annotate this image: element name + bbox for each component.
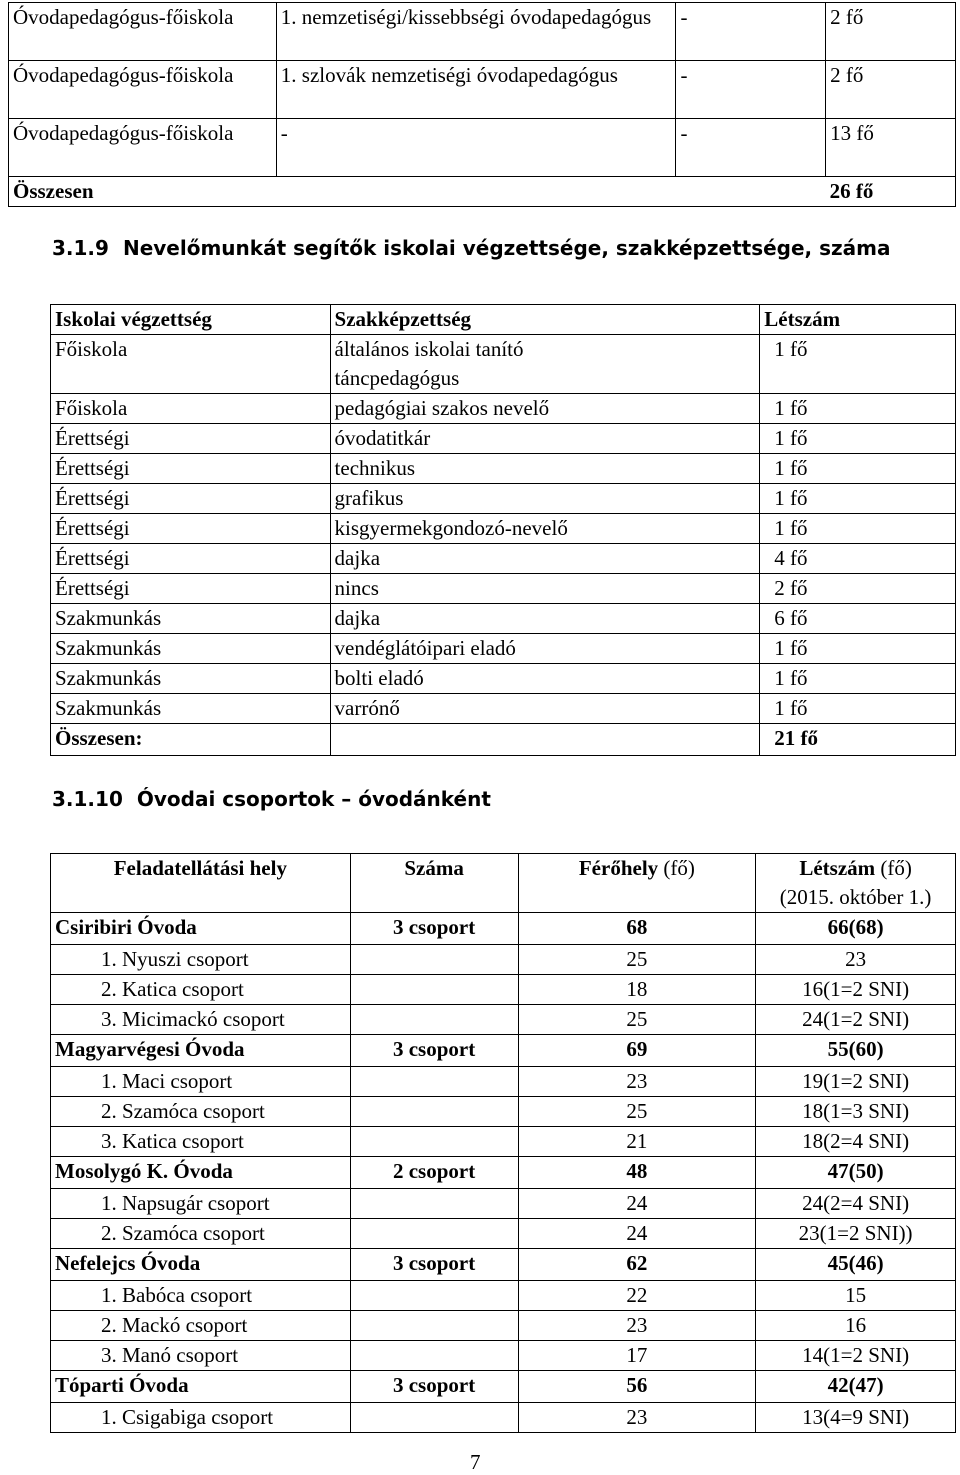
total-value: 26 fő (826, 177, 956, 207)
group-count-empty (350, 1189, 518, 1219)
education-cell: Érettségi (51, 574, 331, 604)
group-count-empty (350, 1005, 518, 1035)
enrolled-cell: 45(46) (756, 1249, 956, 1281)
qualification-cell: bolti eladó (330, 664, 760, 694)
capacity-cell: 17 (518, 1341, 756, 1371)
group-count-empty (350, 1311, 518, 1341)
group-count-empty (350, 1097, 518, 1127)
count-cell: 2 fő (826, 61, 956, 119)
education-cell: Érettségi (51, 454, 331, 484)
section-number: 3.1.10 (52, 787, 123, 811)
staff-table-body (9, 3, 956, 207)
group-name: 1. Babóca csoport (51, 1281, 351, 1311)
enrolled-cell: 23(1=2 SNI)) (756, 1219, 956, 1249)
group-row (51, 1219, 956, 1249)
total-row (51, 724, 956, 756)
group-row (51, 1005, 956, 1035)
kindergarten-name: Csiribiri Óvoda (51, 913, 351, 945)
count-cell: 1 fő (760, 394, 956, 424)
count-cell: 1 fő (760, 335, 956, 394)
group-count-empty (350, 1341, 518, 1371)
capacity-cell: 23 (518, 1067, 756, 1097)
count-header: Létszám (760, 305, 956, 335)
table-row (51, 335, 956, 394)
capacity-cell: 22 (518, 1281, 756, 1311)
count-cell: 2 fő (760, 574, 956, 604)
qualification-cell: kisgyermekgondozó-nevelő (330, 514, 760, 544)
qualification-cell: dajka (330, 544, 760, 574)
group-name: 3. Katica csoport (51, 1127, 351, 1157)
group-row (51, 1403, 956, 1433)
education-cell: Érettségi (51, 544, 331, 574)
capacity-cell: 23 (518, 1311, 756, 1341)
education-cell: Szakmunkás (51, 694, 331, 724)
total-value: 21 fő (760, 724, 956, 756)
staff-table-continued (8, 2, 956, 207)
table-row (51, 424, 956, 454)
section-number: 3.1.9 (52, 236, 109, 260)
group-name: 2. Katica csoport (51, 975, 351, 1005)
qualification-cell: technikus (330, 454, 760, 484)
education-cell: Óvodapedagógus-főiskola (9, 119, 277, 177)
qualification-cell: pedagógiai szakos nevelő (330, 394, 760, 424)
capacity-cell: 48 (518, 1157, 756, 1189)
qualification-cell: vendéglátóipari eladó (330, 634, 760, 664)
capacity-cell: 24 (518, 1189, 756, 1219)
education-header: Iskolai végzettség (51, 305, 331, 335)
enrolled-cell: 24(1=2 SNI) (756, 1005, 956, 1035)
education-cell: Érettségi (51, 484, 331, 514)
enrolled-cell: 18(2=4 SNI) (756, 1127, 956, 1157)
education-cell: Érettségi (51, 424, 331, 454)
enrolled-cell: 23 (756, 945, 956, 975)
count-cell: 1 fő (760, 514, 956, 544)
capacity-cell: 21 (518, 1127, 756, 1157)
qualification-cell: grafikus (330, 484, 760, 514)
count-cell: 1 fő (760, 634, 956, 664)
kindergarten-row (51, 913, 956, 945)
table-row (51, 514, 956, 544)
section-title: Nevelőmunkát segítők iskolai végzettsége, szakképzettsége, száma (122, 236, 891, 260)
group-row (51, 1067, 956, 1097)
table-row (51, 694, 956, 724)
group-count-empty (350, 1403, 518, 1433)
group-count: 3 csoport (350, 1371, 518, 1403)
kindergarten-row (51, 1371, 956, 1403)
group-row (51, 1281, 956, 1311)
qualification-cell: varrónő (330, 694, 760, 724)
kindergarten-name: Tóparti Óvoda (51, 1371, 351, 1403)
kindergarten-name: Mosolygó K. Óvoda (51, 1157, 351, 1189)
group-count-empty (350, 975, 518, 1005)
count-cell: 6 fő (760, 604, 956, 634)
dash-cell: - (676, 3, 826, 61)
group-count-empty (350, 1127, 518, 1157)
count-cell: 1 fő (760, 694, 956, 724)
section-heading-3-1-10 (52, 787, 491, 811)
qualification-cell: általános iskolai tanító táncpedagógus (330, 335, 760, 394)
education-cell: Főiskola (51, 335, 331, 394)
enrolled-cell: 16 (756, 1311, 956, 1341)
empty-cell (330, 724, 760, 756)
capacity-cell: 62 (518, 1249, 756, 1281)
enrolled-cell: 18(1=3 SNI) (756, 1097, 956, 1127)
qualification-cell: nincs (330, 574, 760, 604)
kindergarten-groups-table-body (51, 854, 956, 1433)
place-header: Feladatellátási hely (51, 854, 351, 913)
capacity-header-label: Férőhely (578, 856, 659, 880)
enrolled-cell: 16(1=2 SNI) (756, 975, 956, 1005)
enrolled-header-label: Létszám (799, 856, 876, 880)
group-name: 3. Micimackó csoport (51, 1005, 351, 1035)
education-cell: Óvodapedagógus-főiskola (9, 61, 277, 119)
group-name: 1. Nyuszi csoport (51, 945, 351, 975)
kindergarten-row (51, 1035, 956, 1067)
header-row (51, 305, 956, 335)
enrolled-cell: 24(2=4 SNI) (756, 1189, 956, 1219)
qualification-header: Szakképzettség (330, 305, 760, 335)
count-cell: 4 fő (760, 544, 956, 574)
count-header: Száma (350, 854, 518, 913)
qualification-cell: óvodatitkár (330, 424, 760, 454)
kindergarten-name: Nefelejcs Óvoda (51, 1249, 351, 1281)
kindergarten-name: Magyarvégesi Óvoda (51, 1035, 351, 1067)
capacity-cell: 68 (518, 913, 756, 945)
enrolled-cell: 19(1=2 SNI) (756, 1067, 956, 1097)
enrolled-cell: 13(4=9 SNI) (756, 1403, 956, 1433)
support-staff-table (50, 304, 956, 756)
total-label: Összesen: (51, 724, 331, 756)
qualification-cell: 1. szlovák nemzetiségi óvodapedagógus (276, 61, 676, 119)
table-row (51, 664, 956, 694)
capacity-cell: 25 (518, 1005, 756, 1035)
table-row (9, 61, 956, 119)
kindergarten-row (51, 1157, 956, 1189)
capacity-cell: 25 (518, 945, 756, 975)
dash-cell: - (676, 61, 826, 119)
group-name: 1. Csigabiga csoport (51, 1403, 351, 1433)
count-cell: 1 fő (760, 664, 956, 694)
table-row (9, 119, 956, 177)
enrolled-header-date: (2015. október 1.) (779, 885, 932, 909)
group-count-empty (350, 1067, 518, 1097)
group-name: 3. Manó csoport (51, 1341, 351, 1371)
group-row (51, 975, 956, 1005)
capacity-header (518, 854, 756, 913)
dash-cell: - (676, 119, 826, 177)
enrolled-cell: 14(1=2 SNI) (756, 1341, 956, 1371)
table-row (51, 634, 956, 664)
section-title: Óvodai csoportok – óvodánként (136, 787, 491, 811)
table-row (51, 544, 956, 574)
group-count: 3 csoport (350, 1035, 518, 1067)
group-row (51, 1341, 956, 1371)
education-cell: Érettségi (51, 514, 331, 544)
count-cell: 1 fő (760, 424, 956, 454)
capacity-cell: 56 (518, 1371, 756, 1403)
group-row (51, 1127, 956, 1157)
enrolled-cell: 15 (756, 1281, 956, 1311)
page-number: 7 (470, 1450, 481, 1474)
group-row (51, 1189, 956, 1219)
enrolled-header-unit: (fő) (875, 856, 912, 880)
education-cell: Főiskola (51, 394, 331, 424)
support-staff-table-body (51, 305, 956, 756)
table-row (51, 454, 956, 484)
count-cell: 13 fő (826, 119, 956, 177)
qualification-cell: - (276, 119, 676, 177)
capacity-cell: 18 (518, 975, 756, 1005)
table-row (51, 574, 956, 604)
capacity-cell: 24 (518, 1219, 756, 1249)
qualification-cell: dajka (330, 604, 760, 634)
group-count-empty (350, 1219, 518, 1249)
table-row (51, 604, 956, 634)
enrolled-header (756, 854, 956, 913)
group-name: 1. Maci csoport (51, 1067, 351, 1097)
education-cell: Szakmunkás (51, 664, 331, 694)
enrolled-cell: 42(47) (756, 1371, 956, 1403)
total-row (9, 177, 956, 207)
group-row (51, 945, 956, 975)
kindergarten-groups-table (50, 853, 956, 1433)
kindergarten-row (51, 1249, 956, 1281)
group-name: 1. Napsugár csoport (51, 1189, 351, 1219)
capacity-cell: 25 (518, 1097, 756, 1127)
group-count-empty (350, 1281, 518, 1311)
enrolled-cell: 55(60) (756, 1035, 956, 1067)
capacity-header-unit: (fő) (658, 856, 695, 880)
group-count: 3 csoport (350, 1249, 518, 1281)
table-row (51, 484, 956, 514)
group-name: 2. Szamóca csoport (51, 1097, 351, 1127)
enrolled-cell: 47(50) (756, 1157, 956, 1189)
qualification-cell: 1. nemzetiségi/kissebbségi óvodapedagógus (276, 3, 676, 61)
group-name: 2. Mackó csoport (51, 1311, 351, 1341)
capacity-cell: 23 (518, 1403, 756, 1433)
group-count: 3 csoport (350, 913, 518, 945)
education-cell: Óvodapedagógus-főiskola (9, 3, 277, 61)
header-row (51, 854, 956, 913)
group-count: 2 csoport (350, 1157, 518, 1189)
count-cell: 1 fő (760, 454, 956, 484)
education-cell: Szakmunkás (51, 634, 331, 664)
education-cell: Szakmunkás (51, 604, 331, 634)
table-row (51, 394, 956, 424)
count-cell: 2 fő (826, 3, 956, 61)
enrolled-cell: 66(68) (756, 913, 956, 945)
group-row (51, 1311, 956, 1341)
table-row (9, 3, 956, 61)
group-count-empty (350, 945, 518, 975)
capacity-cell: 69 (518, 1035, 756, 1067)
group-name: 2. Szamóca csoport (51, 1219, 351, 1249)
count-cell: 1 fő (760, 484, 956, 514)
section-heading-3-1-9 (52, 236, 890, 260)
total-label: Összesen (9, 177, 826, 207)
group-row (51, 1097, 956, 1127)
